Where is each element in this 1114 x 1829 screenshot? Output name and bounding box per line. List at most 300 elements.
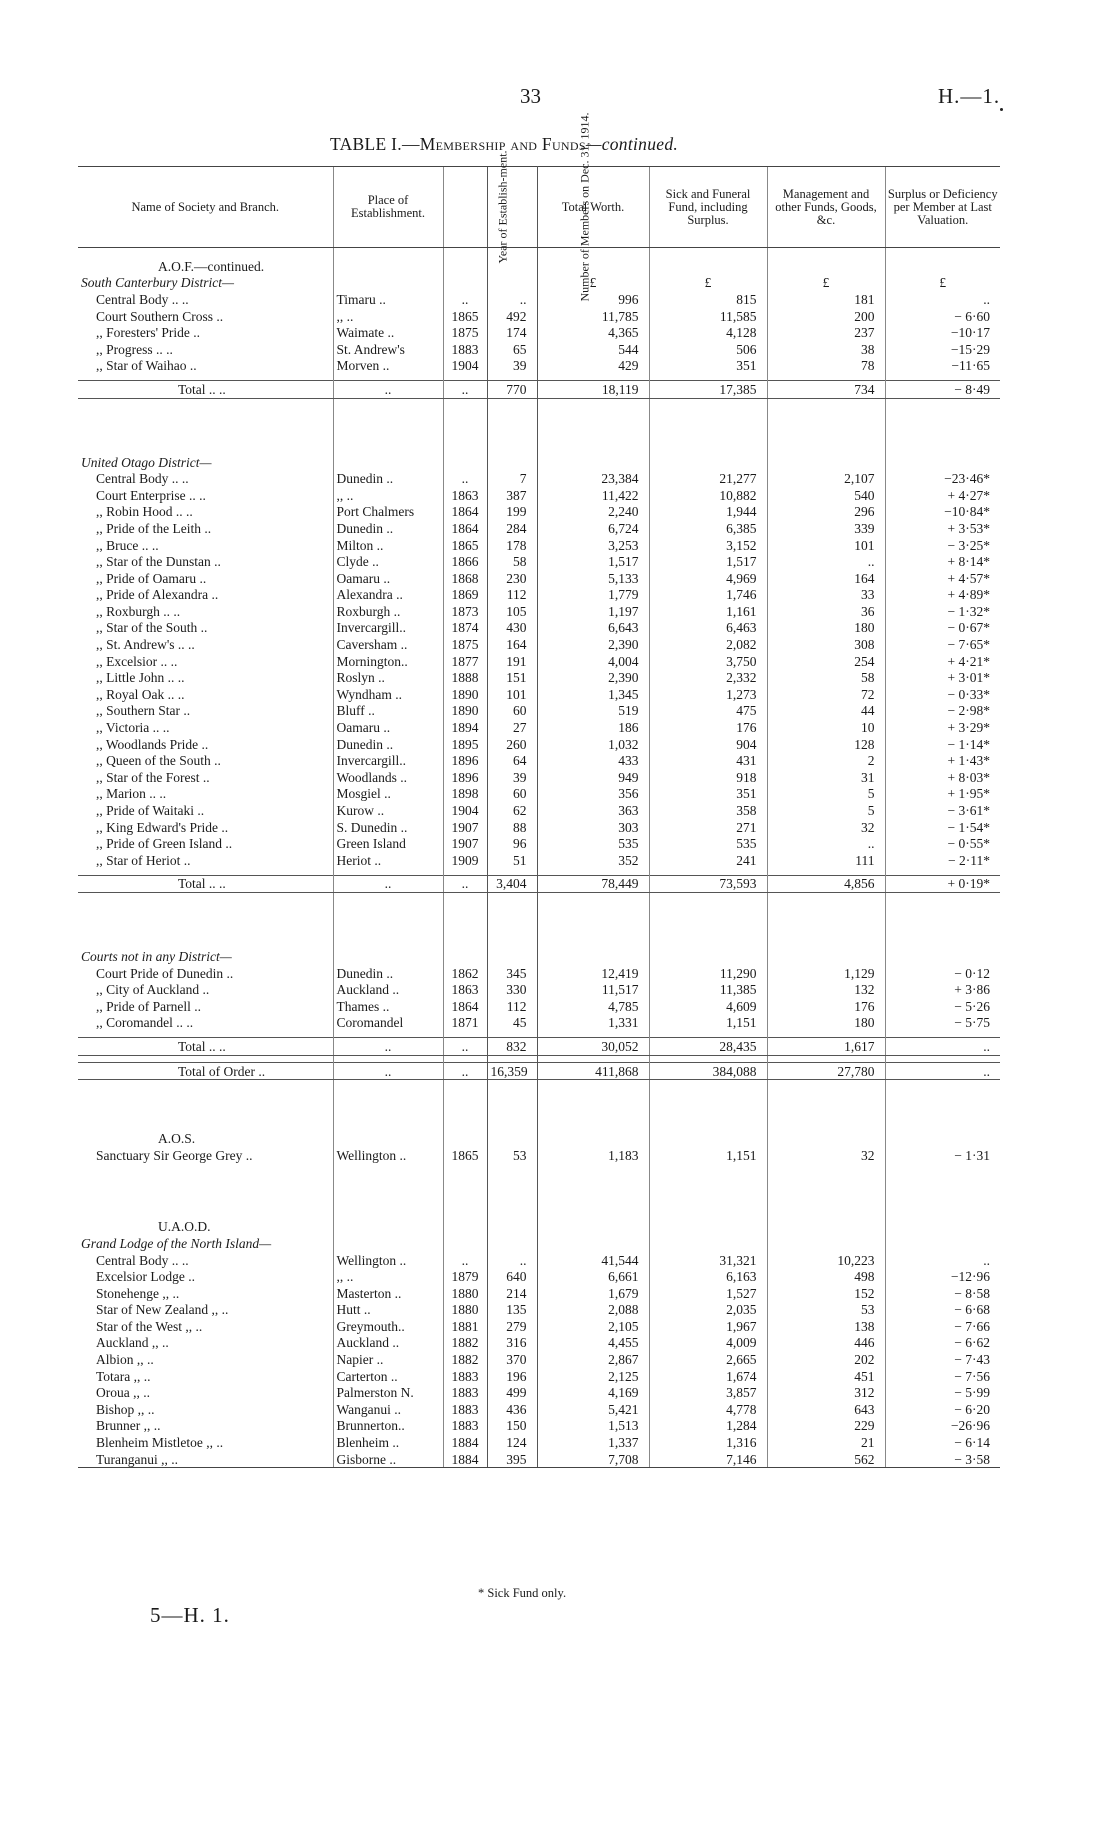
empty-cell	[649, 454, 767, 471]
cell-name: Star of the West ,, ..	[96, 1318, 203, 1334]
cell-surplus: − 1·14*	[885, 736, 1000, 753]
empty-cell	[885, 1219, 1000, 1236]
cell-management: 10	[767, 719, 885, 736]
empty-cell	[333, 275, 443, 292]
cell-sick-fund: 1,161	[649, 603, 767, 620]
signature-mark: 5—H. 1.	[150, 1603, 230, 1627]
cell-total-worth: 6,724	[537, 520, 649, 537]
cell-surplus: − 0·33*	[885, 686, 1000, 703]
cell-name: ,, Robin Hood .. ..	[96, 504, 193, 520]
cell-management: 132	[767, 981, 885, 998]
cell-name: Albion ,, ..	[96, 1352, 154, 1368]
cell-name: ,, Pride of Waitaki ..	[96, 803, 205, 819]
section-heading	[78, 1130, 1000, 1147]
cell-sick-fund: 11,290	[649, 965, 767, 982]
cell-name: Oroua ,, ..	[96, 1385, 150, 1401]
cell-management: 339	[767, 520, 885, 537]
empty-cell	[649, 1235, 767, 1252]
cell-place: Dunedin ..	[333, 736, 443, 753]
cell-members: 499	[487, 1384, 537, 1401]
cell-total-worth: 5,133	[537, 570, 649, 587]
cell-place: Dunedin ..	[333, 470, 443, 487]
cell-management: 164	[767, 570, 885, 587]
empty-cell	[443, 1130, 487, 1147]
cell-management: 58	[767, 669, 885, 686]
empty-cell	[537, 1130, 649, 1147]
cell-management: 237	[767, 324, 885, 341]
cell-surplus: + 1·95*	[885, 786, 1000, 803]
empty-cell	[487, 454, 537, 471]
cell-members: 770	[487, 381, 537, 399]
spacer-cell	[333, 1080, 443, 1131]
cell-place: Alexandra ..	[333, 587, 443, 604]
cell-name: ,, Pride of the Leith ..	[96, 520, 212, 536]
header-surplus: Surplus or Deficiency per Member at Last Valuation.	[885, 167, 1000, 248]
empty-cell	[443, 258, 487, 275]
spacer-cell	[537, 1055, 649, 1062]
cell-year: 1883	[443, 1384, 487, 1401]
cell-management: 10,223	[767, 1252, 885, 1269]
cell-members: 135	[487, 1302, 537, 1319]
cell-sick-fund: 4,969	[649, 570, 767, 587]
spacer-cell	[78, 1055, 333, 1062]
cell-place: Roxburgh ..	[333, 603, 443, 620]
cell-sick-fund: 1,967	[649, 1318, 767, 1335]
cell-total-worth: 1,337	[537, 1434, 649, 1451]
header-place: Place of Establishment.	[333, 167, 443, 248]
cell-name: ,, Star of the South ..	[96, 620, 208, 636]
cell-name: Sanctuary Sir George Grey ..	[96, 1147, 253, 1163]
title-suffix: —continued.	[585, 134, 679, 154]
empty-cell	[333, 1219, 443, 1236]
cell-surplus: + 4·21*	[885, 653, 1000, 670]
cell-place: Auckland ..	[333, 981, 443, 998]
spacer-cell	[649, 1055, 767, 1062]
cell-members: 395	[487, 1451, 537, 1468]
section-subheading	[78, 1235, 1000, 1252]
cell-year: 1863	[443, 487, 487, 504]
cell-place: Green Island	[333, 835, 443, 852]
cell-sick-fund: 918	[649, 769, 767, 786]
cell-total-worth: 4,365	[537, 324, 649, 341]
cell-name: ,, Victoria .. ..	[96, 720, 170, 736]
table-row	[78, 487, 1000, 504]
cell-management: 128	[767, 736, 885, 753]
cell-sick-fund: 1,316	[649, 1434, 767, 1451]
empty-cell	[537, 948, 649, 965]
spacer-cell	[78, 1164, 333, 1219]
cell-surplus: −26·96	[885, 1418, 1000, 1435]
cell-name: ,, Pride of Oamaru ..	[96, 570, 207, 586]
cell-place: Mornington..	[333, 653, 443, 670]
table-body	[78, 248, 1000, 1468]
cell-management: 254	[767, 653, 885, 670]
cell-management: 101	[767, 537, 885, 554]
cell-year: 1890	[443, 686, 487, 703]
title-prefix: TABLE I.—	[330, 134, 420, 154]
cell-sick-fund: 7,146	[649, 1451, 767, 1468]
cell-members: 178	[487, 537, 537, 554]
grand-total-row	[78, 1062, 1000, 1080]
cell-management: 78	[767, 358, 885, 375]
cell-members: 199	[487, 504, 537, 521]
cell-members: 39	[487, 358, 537, 375]
cell-management: 202	[767, 1351, 885, 1368]
cell-members: 196	[487, 1368, 537, 1385]
header-year	[443, 149, 510, 264]
cell-sick-fund: 3,857	[649, 1384, 767, 1401]
cell-year: 1875	[443, 324, 487, 341]
cell-year: 1871	[443, 1015, 487, 1032]
cell-total-worth: 1,032	[537, 736, 649, 753]
empty-cell	[649, 1219, 767, 1236]
cell-members: 124	[487, 1434, 537, 1451]
cell-name: Excelsior Lodge ..	[96, 1269, 195, 1285]
cell-year: ..	[443, 470, 487, 487]
cell-surplus: −11·65	[885, 358, 1000, 375]
spacer-cell	[443, 1055, 487, 1062]
cell-sick-fund: 4,128	[649, 324, 767, 341]
cell-year: 1894	[443, 719, 487, 736]
cell-members: 112	[487, 587, 537, 604]
empty-cell	[443, 1219, 487, 1236]
empty-cell	[767, 258, 885, 275]
spacer-cell	[333, 1055, 443, 1062]
spacer-row	[78, 398, 1000, 454]
cell-name: ,, Excelsior .. ..	[96, 653, 178, 669]
cell-total-worth: 11,422	[537, 487, 649, 504]
cell-sick-fund: 4,009	[649, 1335, 767, 1352]
cell-total-worth: 6,643	[537, 620, 649, 637]
cell-total-worth: 949	[537, 769, 649, 786]
cell-name: ,, Bruce .. ..	[96, 537, 159, 553]
cell-name: Blenheim Mistletoe ,, ..	[96, 1435, 224, 1451]
cell-sick-fund: 384,088	[649, 1062, 767, 1080]
empty-cell	[885, 1235, 1000, 1252]
spacer-cell	[487, 1080, 537, 1131]
cell-year: 1881	[443, 1318, 487, 1335]
cell-members: 7	[487, 470, 537, 487]
spacer-cell	[78, 398, 333, 454]
cell-total-worth: 1,517	[537, 553, 649, 570]
section-heading	[78, 1219, 1000, 1236]
table-row	[78, 965, 1000, 982]
cell-management: 33	[767, 587, 885, 604]
empty-cell	[767, 1219, 885, 1236]
cell-year: ..	[443, 1062, 487, 1080]
empty-cell	[767, 1235, 885, 1252]
cell-surplus: − 3·61*	[885, 802, 1000, 819]
cell-sick-fund: 4,609	[649, 998, 767, 1015]
cell-members: 316	[487, 1335, 537, 1352]
cell-name: Totara ,, ..	[96, 1368, 151, 1384]
cell-sick-fund: 31,321	[649, 1252, 767, 1269]
table-row	[78, 603, 1000, 620]
document-code: H.—1.	[938, 84, 1001, 108]
table-row	[78, 819, 1000, 836]
cell-surplus: − 7·43	[885, 1351, 1000, 1368]
cell-place: Timaru ..	[333, 291, 443, 308]
cell-members: 58	[487, 553, 537, 570]
cell-management: 138	[767, 1318, 885, 1335]
cell-members: 492	[487, 308, 537, 325]
cell-year: ..	[443, 381, 487, 399]
cell-management: 5	[767, 786, 885, 803]
cell-name: ,, Star of Waihao ..	[96, 358, 197, 374]
cell-surplus: + 4·27*	[885, 487, 1000, 504]
cell-management: 1,617	[767, 1038, 885, 1056]
table-row	[78, 358, 1000, 375]
cell-place: ..	[333, 875, 443, 893]
cell-sick-fund: 2,332	[649, 669, 767, 686]
cell-management: 5	[767, 802, 885, 819]
empty-cell	[333, 1235, 443, 1252]
cell-year: 1864	[443, 998, 487, 1015]
cell-members: 370	[487, 1351, 537, 1368]
cell-surplus: − 0·55*	[885, 835, 1000, 852]
section-subheading	[78, 948, 1000, 965]
cell-name: Central Body .. ..	[96, 471, 189, 487]
spacer-cell	[487, 1164, 537, 1219]
empty-cell	[649, 1130, 767, 1147]
cell-surplus: −15·29	[885, 341, 1000, 358]
cell-place: Wanganui ..	[333, 1401, 443, 1418]
cell-year: 1898	[443, 786, 487, 803]
section-subheading	[78, 454, 1000, 471]
cell-management: 1,129	[767, 965, 885, 982]
header-sick-fund: Sick and Funeral Fund, including Surplus.	[649, 167, 767, 248]
cell-total-worth: 363	[537, 802, 649, 819]
cell-year: 1904	[443, 358, 487, 375]
cell-place: Brunnerton..	[333, 1418, 443, 1435]
cell-total-worth: 1,331	[537, 1015, 649, 1032]
cell-management: 734	[767, 381, 885, 399]
currency-symbol: £	[885, 275, 1000, 292]
cell-year: 1883	[443, 1401, 487, 1418]
cell-year: 1896	[443, 769, 487, 786]
cell-year: 1884	[443, 1451, 487, 1468]
spacer-cell	[487, 398, 537, 454]
cell-year: 1863	[443, 981, 487, 998]
spacer-cell	[767, 398, 885, 454]
footnote: * Sick Fund only.	[478, 1586, 567, 1600]
cell-place: Dunedin ..	[333, 520, 443, 537]
cell-surplus: + 0·19*	[885, 875, 1000, 893]
spacer-cell	[649, 893, 767, 949]
cell-name: Central Body .. ..	[96, 1252, 189, 1268]
total-row	[78, 381, 1000, 399]
table-row	[78, 769, 1000, 786]
cell-surplus: − 1·54*	[885, 819, 1000, 836]
cell-year: 1896	[443, 752, 487, 769]
page-number: 33	[520, 84, 541, 108]
table-row	[78, 1368, 1000, 1385]
cell-name: ,, Pride of Green Island ..	[96, 836, 233, 852]
table-row	[78, 504, 1000, 521]
cell-surplus: − 7·65*	[885, 636, 1000, 653]
empty-cell	[487, 948, 537, 965]
cell-year: 1877	[443, 653, 487, 670]
cell-surplus: ..	[885, 1252, 1000, 1269]
cell-management: 176	[767, 998, 885, 1015]
cell-surplus: + 1·43*	[885, 752, 1000, 769]
cell-total-worth: 356	[537, 786, 649, 803]
cell-members: 60	[487, 703, 537, 720]
section-subheading-text: Grand Lodge of the North Island—	[81, 1235, 272, 1251]
cell-total-worth: 78,449	[537, 875, 649, 893]
cell-year: 1880	[443, 1302, 487, 1319]
cell-sick-fund: 1,273	[649, 686, 767, 703]
cell-sick-fund: 3,152	[649, 537, 767, 554]
cell-members: 387	[487, 487, 537, 504]
cell-management: 2	[767, 752, 885, 769]
table-row	[78, 587, 1000, 604]
cell-members: 112	[487, 998, 537, 1015]
header-members-text: Number of Members on Dec. 31, 1914.	[576, 112, 591, 301]
cell-total-worth: 2,390	[537, 669, 649, 686]
cell-total-worth: 1,183	[537, 1147, 649, 1164]
spacer-cell	[333, 1164, 443, 1219]
cell-members: 214	[487, 1285, 537, 1302]
cell-name: ,, Foresters' Pride ..	[96, 325, 201, 341]
section-subheading	[78, 275, 1000, 292]
cell-surplus: − 7·66	[885, 1318, 1000, 1335]
cell-management: 180	[767, 1015, 885, 1032]
cell-management: 152	[767, 1285, 885, 1302]
section-heading-text: A.O.F.—continued.	[158, 258, 265, 274]
cell-management: 111	[767, 852, 885, 869]
table-row	[78, 981, 1000, 998]
cell-sick-fund: 535	[649, 835, 767, 852]
cell-year: 1884	[443, 1434, 487, 1451]
cell-total-worth: 30,052	[537, 1038, 649, 1056]
cell-surplus: + 8·03*	[885, 769, 1000, 786]
cell-sick-fund: 73,593	[649, 875, 767, 893]
cell-year: 1865	[443, 1147, 487, 1164]
cell-members: 150	[487, 1418, 537, 1435]
spacer-row	[78, 1164, 1000, 1219]
spacer-cell	[537, 1164, 649, 1219]
cell-management: 498	[767, 1268, 885, 1285]
cell-place: S. Dunedin ..	[333, 819, 443, 836]
header-total-worth: Total Worth.	[537, 167, 649, 248]
cell-name: ,, Woodlands Pride ..	[96, 736, 209, 752]
cell-management: 312	[767, 1384, 885, 1401]
cell-members: 436	[487, 1401, 537, 1418]
cell-total-worth: 2,867	[537, 1351, 649, 1368]
cell-name: ,, Marion .. ..	[96, 786, 167, 802]
cell-management: 4,856	[767, 875, 885, 893]
cell-total-worth: 4,455	[537, 1335, 649, 1352]
empty-cell	[487, 1219, 537, 1236]
empty-cell	[767, 1130, 885, 1147]
total-row	[78, 1038, 1000, 1056]
cell-sick-fund: 241	[649, 852, 767, 869]
cell-place: Port Chalmers	[333, 504, 443, 521]
cell-name: ,, Pride of Alexandra ..	[96, 587, 219, 603]
cell-members: 65	[487, 341, 537, 358]
cell-members: 279	[487, 1318, 537, 1335]
cell-name: Stonehenge ,, ..	[96, 1285, 180, 1301]
spacer-cell	[333, 398, 443, 454]
table-row	[78, 998, 1000, 1015]
cell-year: 1880	[443, 1285, 487, 1302]
cell-members: 260	[487, 736, 537, 753]
empty-cell	[487, 1235, 537, 1252]
table-row	[78, 570, 1000, 587]
table-row	[78, 520, 1000, 537]
cell-surplus: − 6·68	[885, 1302, 1000, 1319]
cell-place: Invercargill..	[333, 620, 443, 637]
cell-total-worth: 2,390	[537, 636, 649, 653]
empty-cell	[333, 1130, 443, 1147]
spacer-cell	[78, 248, 333, 259]
cell-surplus: −10·84*	[885, 504, 1000, 521]
cell-management: 308	[767, 636, 885, 653]
cell-sick-fund: 431	[649, 752, 767, 769]
cell-surplus: − 0·67*	[885, 620, 1000, 637]
table-row	[78, 1302, 1000, 1319]
cell-place: ,, ..	[333, 487, 443, 504]
cell-total-worth: 11,517	[537, 981, 649, 998]
cell-total-worth: 2,105	[537, 1318, 649, 1335]
cell-total-worth: 23,384	[537, 470, 649, 487]
cell-management: 180	[767, 620, 885, 637]
cell-total-worth: 996	[537, 291, 649, 308]
cell-members: 430	[487, 620, 537, 637]
cell-year: ..	[443, 875, 487, 893]
cell-place: ..	[333, 1038, 443, 1056]
spacer-row	[78, 1080, 1000, 1131]
cell-members: 105	[487, 603, 537, 620]
cell-year: ..	[443, 291, 487, 308]
spacer-cell	[767, 1164, 885, 1219]
cell-year: 1868	[443, 570, 487, 587]
total-row	[78, 875, 1000, 893]
cell-name: ,, Star of the Forest ..	[96, 769, 210, 785]
cell-place: Napier ..	[333, 1351, 443, 1368]
table-row	[78, 636, 1000, 653]
cell-members: 230	[487, 570, 537, 587]
cell-members: 53	[487, 1147, 537, 1164]
cell-sick-fund: 6,463	[649, 620, 767, 637]
cell-place: Carterton ..	[333, 1368, 443, 1385]
cell-place: Dunedin ..	[333, 965, 443, 982]
cell-year: 1907	[443, 835, 487, 852]
cell-sick-fund: 1,944	[649, 504, 767, 521]
empty-cell	[537, 1235, 649, 1252]
cell-total-worth: 186	[537, 719, 649, 736]
cell-management: ..	[767, 553, 885, 570]
cell-members: 330	[487, 981, 537, 998]
cell-sick-fund: 1,284	[649, 1418, 767, 1435]
spacer-cell	[443, 248, 487, 259]
cell-sick-fund: 6,385	[649, 520, 767, 537]
cell-total-worth: 18,119	[537, 381, 649, 399]
spacer-cell	[78, 1080, 333, 1131]
cell-members: 60	[487, 786, 537, 803]
section-subheading-text: South Canterbury District—	[81, 275, 235, 291]
spacer-cell	[443, 1080, 487, 1131]
cell-year: ..	[443, 1252, 487, 1269]
cell-place: Auckland ..	[333, 1335, 443, 1352]
cell-place: Blenheim ..	[333, 1434, 443, 1451]
empty-cell	[885, 454, 1000, 471]
cell-surplus: − 6·62	[885, 1335, 1000, 1352]
cell-sick-fund: 11,385	[649, 981, 767, 998]
table-row	[78, 308, 1000, 325]
cell-year: ..	[443, 1038, 487, 1056]
